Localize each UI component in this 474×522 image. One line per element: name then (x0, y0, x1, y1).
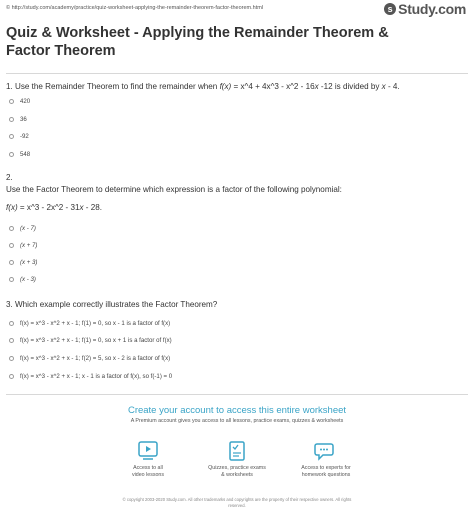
option-label: (x + 7) (20, 242, 38, 249)
radio-circle-icon[interactable] (9, 134, 14, 139)
q1-x: x (314, 82, 319, 91)
radio-circle-icon[interactable] (9, 260, 14, 265)
logo-text: Study.com (398, 1, 466, 17)
quiz-icon (225, 440, 249, 462)
study-logo (384, 1, 466, 17)
option-label: 548 (20, 151, 31, 158)
radio-circle-icon[interactable] (9, 277, 14, 282)
feature-label: Access to experts for homework questions (301, 465, 351, 478)
divider (6, 394, 468, 395)
title-line-2: Factor Theorem (6, 43, 116, 59)
question-3: 3. Which example correctly illustrates the Factor Theorem? (6, 300, 218, 309)
feature-label: Quizzes, practice exams & worksheets (208, 465, 266, 478)
radio-circle-icon[interactable] (9, 152, 14, 157)
feature-experts (281, 440, 371, 479)
option-label: f(x) = x^3 - x^2 + x - 1; x - 1 is a factor of f(x), so f(-1) = 0 (20, 373, 173, 380)
q1-option[interactable] (9, 116, 27, 123)
title-line-1: Quiz & Worksheet - Applying the Remainder Theorem & (6, 25, 389, 41)
q1-poly: = x^4 + 4x^3 - x^2 - 16 (231, 82, 315, 91)
q1-option[interactable] (9, 133, 29, 140)
q2-option[interactable] (9, 225, 36, 232)
option-label: 420 (20, 98, 31, 105)
q1-option[interactable] (9, 98, 30, 105)
study-logo-icon: s (384, 3, 396, 15)
radio-circle-icon[interactable] (9, 321, 14, 326)
q1-tail: - 4. (385, 82, 400, 91)
feature-label: Access to all video lessons (131, 465, 165, 478)
option-label: f(x) = x^3 - x^2 + x - 1; f(1) = 0, so x - 1 is a factor of f(x) (20, 320, 171, 327)
option-label: (x - 3) (20, 276, 36, 283)
question-1 (6, 81, 400, 92)
q1-text: 1. Use the Remainder Theorem to find the remainder when (6, 82, 220, 91)
question-2-polynomial (6, 202, 102, 213)
q2-poly-b: - 28. (83, 203, 102, 212)
question-2-number: 2. (6, 173, 13, 182)
feature-video-lessons (103, 440, 193, 479)
radio-circle-icon[interactable] (9, 117, 14, 122)
q1-fx: f(x) (219, 82, 232, 91)
promo-title[interactable]: Create your account to access this entire worksheet (127, 405, 347, 416)
q2-option[interactable] (9, 242, 37, 249)
q1-x2: x (381, 82, 386, 91)
option-label: f(x) = x^3 - x^2 + x - 1; f(2) = 5, so x - 2 is a factor of f(x) (20, 355, 171, 362)
question-2: Use the Factor Theorem to determine which expression is a factor of the following polynomial: (6, 185, 342, 194)
option-label: f(x) = x^3 - x^2 + x - 1; f(1) = 0, so x + 1 is a factor of f(x) (20, 337, 172, 344)
q3-option[interactable] (9, 373, 172, 380)
q2-option[interactable] (9, 276, 36, 283)
experts-icon (314, 440, 338, 462)
page-title (6, 24, 446, 60)
divider (6, 73, 468, 74)
source-url: © http://study.com/academy/practice/quiz-worksheet-applying-the-remainder-theorem-factor-theorem.html (6, 5, 264, 11)
q3-option[interactable] (9, 320, 170, 327)
option-label: 36 (20, 116, 27, 123)
q2-option[interactable] (9, 259, 37, 266)
option-label: (x - 7) (20, 225, 36, 232)
option-label: (x + 3) (20, 259, 38, 266)
radio-circle-icon[interactable] (9, 356, 14, 361)
q3-option[interactable] (9, 337, 172, 344)
radio-circle-icon[interactable] (9, 338, 14, 343)
radio-circle-icon[interactable] (9, 99, 14, 104)
q1-option[interactable] (9, 151, 30, 158)
q2-fx: f(x) (6, 203, 18, 212)
radio-circle-icon[interactable] (9, 226, 14, 231)
q2-poly-a: = x^3 - 2x^2 - 31 (17, 203, 80, 212)
option-label: -92 (20, 133, 29, 140)
radio-circle-icon[interactable] (9, 374, 14, 379)
q1-poly2: -12 is divided by (318, 82, 382, 91)
q3-option[interactable] (9, 355, 170, 362)
q2-x: x (79, 203, 84, 212)
copyright: © copyright 2003-2020 Study.com. All other trademarks and copyrights are the property of their respective owners. All rights reserved. (122, 497, 352, 508)
feature-quizzes (192, 440, 282, 479)
video-icon (136, 440, 160, 462)
radio-circle-icon[interactable] (9, 243, 14, 248)
promo-subtitle: A Premium account gives you access to all lessons, practice exams, quizzes & worksheets (130, 418, 344, 424)
